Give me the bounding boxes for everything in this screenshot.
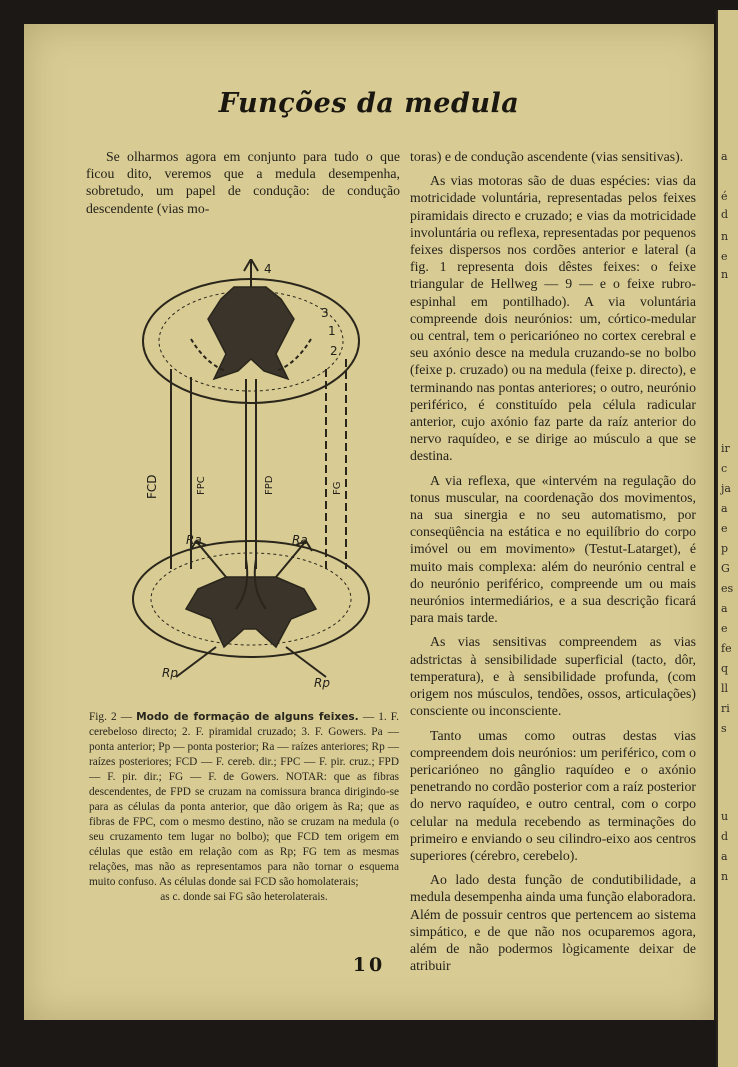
- label-3: 3: [321, 306, 329, 320]
- label-ra-right: Ra: [292, 533, 308, 547]
- label-4: 4: [264, 262, 272, 276]
- fragment: ll: [721, 682, 729, 695]
- label-fcd: FCD: [145, 474, 159, 499]
- paragraph-sensory-pathways: As vias sensitivas compreendem as vias adstrictas à sensibilidade superficial (tacto, dôr, temperatura), e à sensibilidade profunda, (com origem nos músculos, tendões, ossos, articulações) consciente ou inconsciente.: [410, 634, 696, 719]
- book-page: [24, 24, 714, 1020]
- fragment: e: [721, 522, 728, 535]
- paragraph-two-neurons: Tanto umas como outras destas vias compreendem dois neurónios: um periférico, com o pericarióneo no gânglio raquídeo e o axónio penetrando no cordão posterior com a raíz posterior do nervo raquídeo, e outro central, com o corpo celular na medula recebendo as terminações do primeiro e enviando o seu cilindro-eixo aos centros superiores (cérebro, cerebelo).: [410, 727, 696, 863]
- adjacent-page-edge: [716, 10, 738, 1067]
- fragment: fe: [721, 642, 732, 655]
- upper-grey-matter: [208, 287, 294, 379]
- fragment: n: [721, 268, 729, 281]
- fragment: é: [721, 190, 728, 203]
- paragraph-elaborative-function: Ao lado desta função de condutibilidade, a medula desempenha ainda uma função elaboradora. Além de possuir centros que pertencem ao sistema simpático, e de que não nos ocuparemos agora, além de não podermos lògicamente deixar de atribuir: [410, 872, 696, 974]
- paragraph-continued: toras) e de condução ascendente (vias sensitivas).: [410, 149, 684, 164]
- paragraph-reflex-pathway: A via reflexa, que «intervém na regulação do tonus muscular, na coordenação dos movimentos, na sua sinergia e no seu automatismo, por conseqüência na estática e no equilíbrio do corpo imóvel ou em movimento» (Testut-Latarget), é muito mais complexa: além do neurónio central e do neurónio periférico, compreende um ou mais neurónios intermediários, e a sua descrição ficará para mais tarde.: [410, 472, 696, 626]
- fragment: ir: [721, 442, 730, 455]
- fragment: a: [721, 502, 728, 515]
- fragment: a: [721, 850, 728, 863]
- paragraph-motor-pathways: As vias motoras são de duas espécies: vias da motricidade voluntária, representadas pelos feixes piramidais directo e cruzado; e vias da motricidade involuntária ou reflexa, representadas por pequenos feixes dispersos nos cordões anterior e lateral (a fig. 1 representa dois dêstes feixes: o feixe triangular de Hellweg — 9 — e o feixe rubro-espinhal em pontilhado). A via voluntária compreende dois neurónios: um, córtico-medular ou central, tem o pericarióneo no cortex cerebral e seu axónio desce na medula cruzando-se no bolbo (feixe p. cruzado) ou na medula (feixe p. directo), e terminando nas pontas anteriores; o outro, neurónio periférico, é constituído pela célula radicular anterior, cujo axónio faz parte da raíz anterior do nervo raquídeo, e se dirige ao músculo a que se destina.: [410, 173, 696, 464]
- fragment: q: [721, 662, 729, 675]
- label-2: 2: [330, 344, 338, 358]
- fragment: ja: [721, 482, 731, 495]
- fragment: e: [721, 250, 728, 263]
- label-fg: FG: [332, 481, 343, 495]
- fragment: a: [721, 602, 728, 615]
- paragraph-intro: Se olharmos agora em conjunto para tudo o que ficou dito, veremos que a medula desempenha, sobretudo, um papel de condução: de condução descendente (vias mo-: [86, 149, 400, 216]
- page-number: 10: [352, 954, 386, 976]
- fragment: n: [721, 230, 729, 243]
- fragment: u: [721, 810, 729, 823]
- fragment: es: [721, 582, 734, 595]
- label-1: 1: [328, 324, 336, 338]
- fragment: p: [721, 542, 729, 555]
- label-fpc: FPC: [196, 476, 207, 495]
- caption-body: — 1. F. cerebeloso directo; 2. F. piramidal cruzado; 3. F. Gowers. Pa — ponta anterior; Pp — ponta posterior; Ra — raízes anteriores; Rp — raízes posteriores; FCD — F. cereb. dir.; FPC — F. pir. cruz.; FPD — F. pir. dir.; FG — F. de Gowers. NOTAR: que as fibras descendentes, de FPD se cruzam na comissura branca dirigindo-se para as células da ponta anterior, que dão origem às Ra; que as fibras de FPC, com o mesmo destino, não se cruzam na medula (o seu cruzamento tem lugar no bolbo); que FCD tem origem em células que estão em relação com as Rp; FG tem as mesmas relações, mas não as representamos para não tornar o esquema muito confuso. As células donde sai FCD são homolaterais;: [89, 711, 399, 888]
- figure-caption: [89, 710, 399, 905]
- label-ra-left: Ra: [186, 533, 202, 547]
- fragment: e: [721, 622, 728, 635]
- fragment: G: [721, 562, 730, 575]
- fragment: a: [721, 150, 728, 163]
- left-column: [86, 148, 400, 224]
- caption-lead: Fig. 2 —: [89, 711, 137, 723]
- lower-grey-matter: [186, 577, 316, 647]
- fragment: n: [721, 870, 729, 883]
- caption-last-line: as c. donde sai FG são heterolaterais.: [160, 891, 328, 903]
- label-rp-left: Rp: [162, 666, 178, 680]
- label-rp-right: Rp: [314, 676, 330, 690]
- right-column: [410, 148, 696, 981]
- fragment: d: [721, 208, 729, 221]
- fragment: ri: [721, 702, 730, 715]
- fragment: c: [721, 462, 728, 475]
- spinal-cord-diagram: [116, 259, 386, 699]
- page-title: Funções da medula: [218, 88, 520, 119]
- fragment: s: [721, 722, 727, 735]
- label-fpd: FPD: [264, 475, 275, 495]
- caption-title: Modo de formação de alguns feixes.: [136, 711, 359, 723]
- fragment: d: [721, 830, 729, 843]
